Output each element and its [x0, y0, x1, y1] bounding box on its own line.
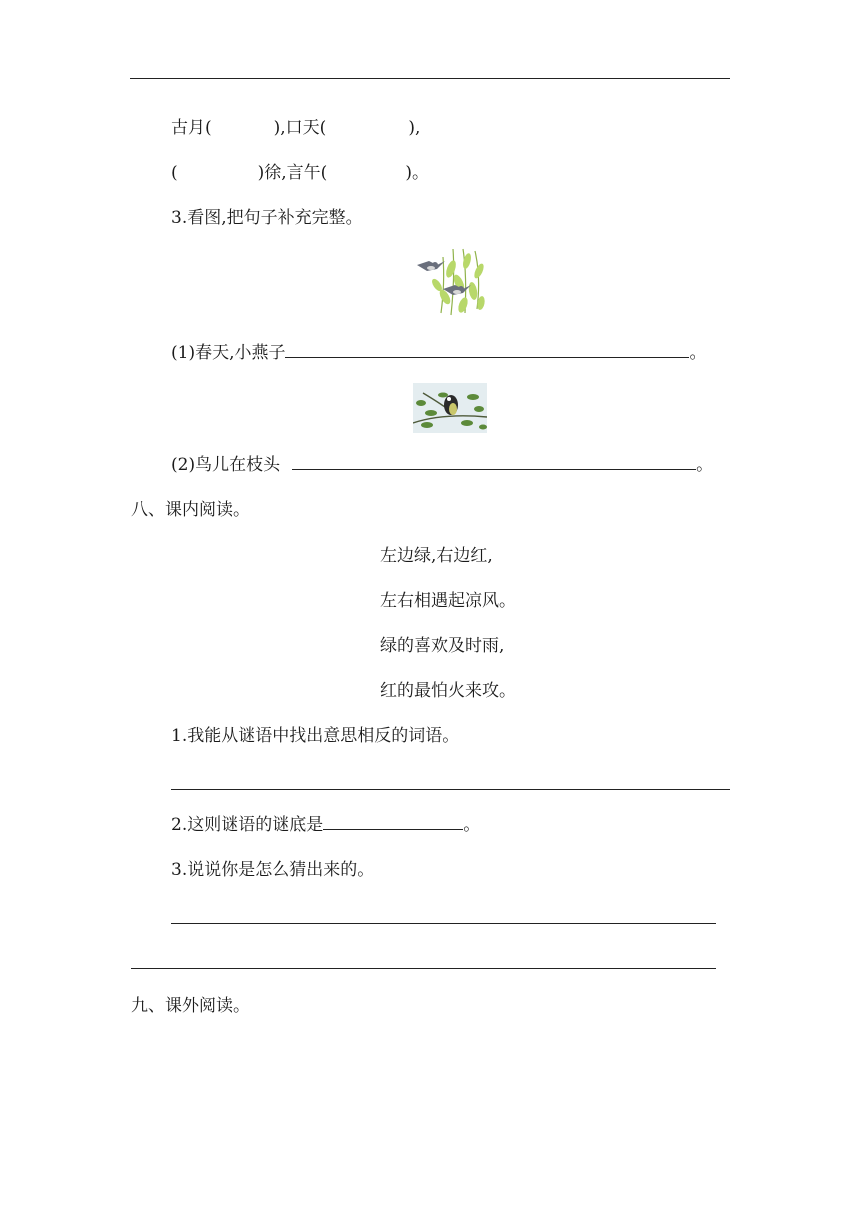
riddle-line-4: 红的最怕火来攻。	[380, 681, 516, 701]
sentence-1-label: (1)春天,小燕子	[171, 343, 286, 363]
sentence-1	[171, 341, 706, 365]
q2-label: 2.这则谜语的谜底是	[171, 815, 324, 835]
riddle-line-1: 左边绿,右边红,	[380, 546, 493, 566]
section-8-q2	[171, 813, 480, 837]
q2-answer-line[interactable]	[323, 813, 463, 830]
section-8-title: 八、课内阅读。	[131, 500, 250, 520]
top-divider	[130, 78, 730, 79]
row2-part-b: )徐,言午(	[257, 163, 328, 183]
sentence-2-end: 。	[696, 455, 714, 475]
sentence-2-label: (2)鸟儿在枝头	[171, 455, 281, 475]
sentence-1-answer-line[interactable]	[285, 341, 689, 358]
section-9-title: 九、课外阅读。	[131, 996, 250, 1016]
fill-row-2	[171, 161, 429, 185]
q3-answer-line-1[interactable]	[171, 923, 716, 924]
q3-heading: 3.看图,把句子补充完整。	[171, 208, 363, 228]
row1-part-a: 古月(	[171, 118, 212, 138]
row1-part-b: ),口天(	[273, 118, 327, 138]
sentence-2-answer-line[interactable]	[292, 453, 696, 470]
row2-part-a: (	[171, 163, 178, 183]
q2-end: 。	[463, 815, 481, 835]
sentence-2	[171, 453, 713, 477]
riddle-line-2: 左右相遇起凉风。	[380, 591, 516, 611]
q3-answer-line-2[interactable]	[131, 968, 716, 969]
row2-part-c: )。	[405, 163, 429, 183]
row1-part-c: ),	[408, 118, 421, 138]
section-8-q1: 1.我能从谜语中找出意思相反的词语。	[171, 726, 460, 746]
q1-answer-line[interactable]	[171, 789, 730, 790]
section-8-q3: 3.说说你是怎么猜出来的。	[171, 860, 375, 880]
swallows-willow-image	[415, 247, 491, 319]
bird-on-branch-image	[413, 383, 487, 433]
sentence-1-end: 。	[689, 343, 707, 363]
riddle-line-3: 绿的喜欢及时雨,	[380, 636, 505, 656]
fill-row-1	[171, 116, 420, 140]
